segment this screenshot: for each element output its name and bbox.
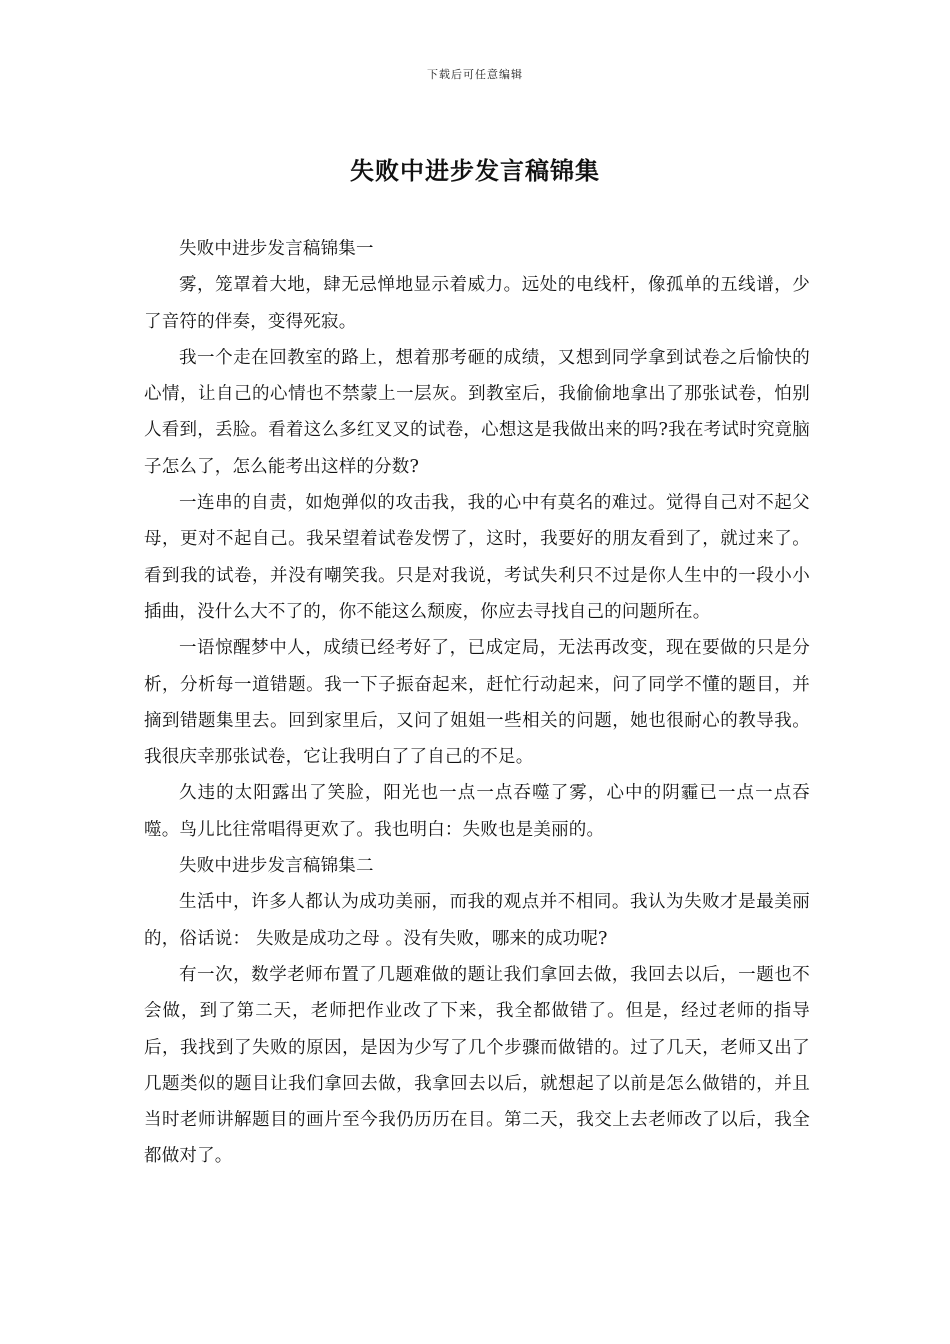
paragraph: 有一次，数学老师布置了几题难做的题让我们拿回去做，我回去以后，一题也不会做，到了第二天，老师把作业改了下来，我全都做错了。但是，经过老师的指导后，我找到了失败的原因，是因为少写了几个步骤而做错的。过了几天，老师又出了几题类似的题目让我们拿回去做，我拿回去以后，就想起了以前是怎么做错的，并且当时老师讲解题目的画片至今我仍历历在目。第二天，我交上去老师改了以后，我全都做对了。 [144, 964, 810, 1167]
paragraph: 雾，笼罩着大地，肆无忌惮地显示着威力。远处的电线杆，像孤单的五线谱，少了音符的伴奏，变得死寂。 [144, 275, 810, 332]
paragraph: 一连串的自责，如炮弹似的攻击我，我的心中有莫名的难过。觉得自己对不起父母，更对不起自己。我呆望着试卷发愣了，这时，我要好的朋友看到了，就过来了。看到我的试卷，并没有嘲笑我。只是对我说，考试失利只不过是你人生中的一段小小插曲，没什么大不了的，你不能这么颓废，你应去寻找自己的问题所在。 [144, 493, 810, 622]
section-heading-1: 失败中进步发言稿锦集一 [179, 239, 374, 259]
document-title: 失败中进步发言稿锦集 [350, 156, 600, 185]
paragraph: 我一个走在回教室的路上，想着那考砸的成绩，又想到同学拿到试卷之后愉快的心情，让自己的心情也不禁蒙上一层灰。到教室后，我偷偷地拿出了那张试卷，怕别人看到，丢脸。看着这么多红叉叉的试卷，心想这是我做出来的吗?我在考试时究竟脑子怎么了，怎么能考出这样的分数? [144, 347, 810, 477]
paragraph: 久违的太阳露出了笑脸，阳光也一点一点吞噬了雾，心中的阴霾已一点一点吞噬。鸟儿比往常唱得更欢了。我也明白：失败也是美丽的。 [144, 783, 810, 840]
paragraph: 生活中，许多人都认为成功美丽，而我的观点并不相同。我认为失败才是最美丽的，俗话说： 失败是成功之母 。没有失败，哪来的成功呢? [144, 892, 810, 949]
document-body [144, 231, 810, 1175]
header-note: 下载后可任意编辑 [427, 68, 523, 81]
section-heading-2: 失败中进步发言稿锦集二 [179, 856, 374, 877]
paragraph: 一语惊醒梦中人，成绩已经考好了，已成定局，无法再改变，现在要做的只是分析，分析每一道错题。我一下子振奋起来，赶忙行动起来，问了同学不懂的题目，并摘到错题集里去。回到家里后，又问了姐姐一些相关的问题，她也很耐心的教导我。我很庆幸那张试卷，它让我明白了了自己的不足。 [144, 638, 810, 768]
